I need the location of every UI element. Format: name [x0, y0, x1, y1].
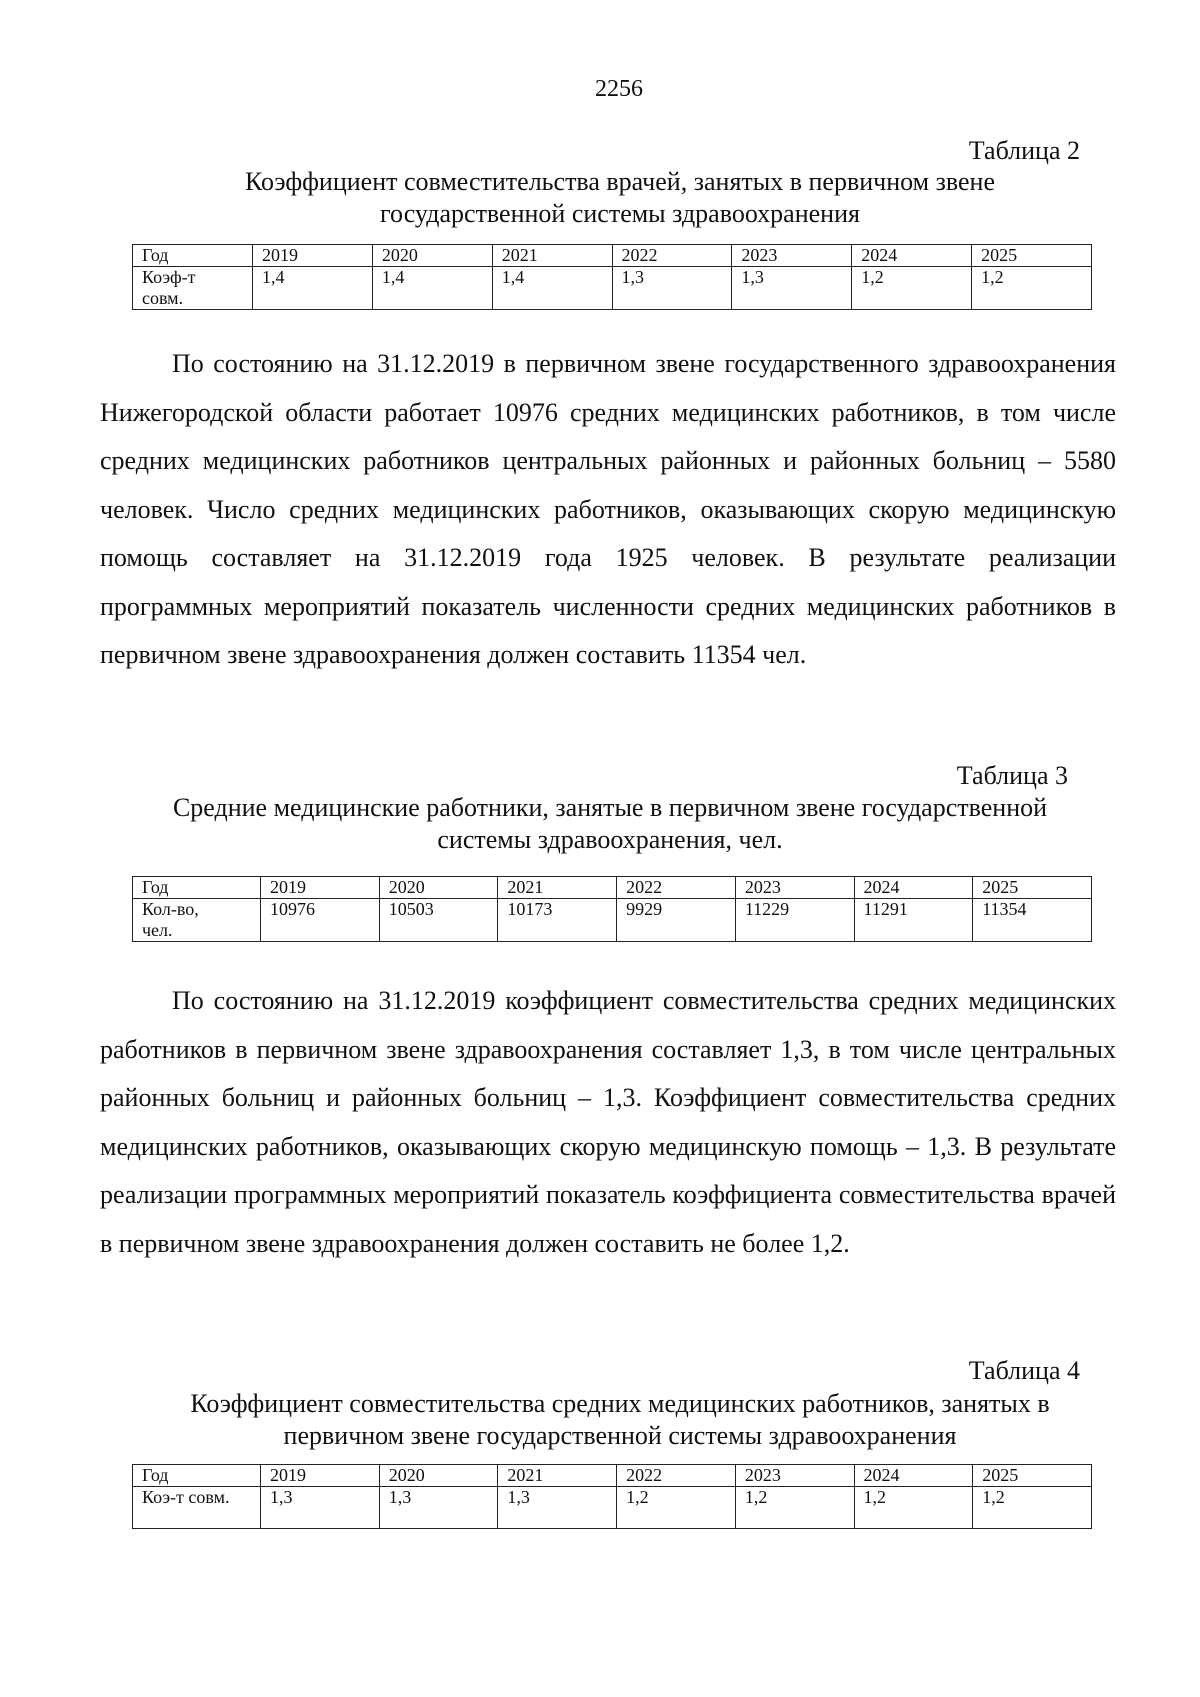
table2-header-cell: 2023 [732, 245, 852, 267]
table4-header-cell: 2025 [973, 1465, 1092, 1487]
table2-value-cell: 1,2 [972, 267, 1092, 310]
table2-value-cell: 1,3 [612, 267, 732, 310]
table3-value-cell: 11291 [854, 899, 973, 942]
table4-header-cell: 2019 [261, 1465, 380, 1487]
table3-data-row [133, 899, 1092, 942]
table2-header-cell: 2019 [253, 245, 373, 267]
table3-value-cell: 11229 [735, 899, 854, 942]
table4-title [120, 1388, 1120, 1452]
table2-header-cell: 2025 [972, 245, 1092, 267]
table2-row-label [133, 267, 253, 310]
table3-title-line2: системы здравоохранения, чел. [437, 825, 783, 854]
table4-value-cell: 1,3 [498, 1487, 617, 1529]
table2-header-cell: 2021 [492, 245, 612, 267]
table4-header-cell: 2021 [498, 1465, 617, 1487]
paragraph-1-text: По состоянию на 31.12.2019 в первичном звене государственного здравоохранения Нижегородской области работает 10976 средних медицинских работников, в том числе средних медицинских работников центральных районных и районных больниц – 5580 человек. Число средних медицинских работников, оказывающих скорую медицинскую помощь составляет на 31.12.2019 года 1925 человек. В результате реализации программных мероприятий показатель численности средних медицинских работников в первичном звене здравоохранения должен составить 11354 чел. [100, 349, 1116, 669]
table4-title-line2: первичном звене государственной системы здравоохранения [283, 1421, 957, 1450]
table2-header-cell: Год [133, 245, 253, 267]
table4-header-cell: Год [133, 1465, 261, 1487]
table3-value-cell: 11354 [973, 899, 1092, 942]
table4-data-row [133, 1487, 1092, 1529]
table2-header-cell: 2020 [372, 245, 492, 267]
table2-value-cell: 1,2 [852, 267, 972, 310]
table2-value-cell: 1,3 [732, 267, 852, 310]
table4-row-label: Коэ-т совм. [133, 1487, 261, 1529]
table2-data-row [133, 267, 1092, 310]
table3-value-cell: 10976 [261, 899, 380, 942]
table3-value-cell: 9929 [617, 899, 736, 942]
table4-value-cell: 1,3 [261, 1487, 380, 1529]
table4-value-cell: 1,2 [854, 1487, 973, 1529]
table3-header-cell: 2020 [379, 877, 498, 899]
table3-header-cell: Год [133, 877, 261, 899]
table4-header-cell: 2022 [617, 1465, 736, 1487]
table3-header-cell: 2021 [498, 877, 617, 899]
table3-label: Таблица 3 [956, 761, 1068, 790]
table3-header-cell: 2025 [973, 877, 1092, 899]
table3-value-cell: 10173 [498, 899, 617, 942]
table3 [132, 876, 1092, 942]
table3-header-cell: 2022 [617, 877, 736, 899]
paragraph-2-text: По состоянию на 31.12.2019 коэффициент совместительства средних медицинских работников в первичном звене здравоохранения составляет 1,3, в том числе центральных районных больниц и районных больниц – 1,3. Коэффициент совместительства средних медицинских работников, оказывающих скорую медицинскую помощь – 1,3. В результате реализации программных мероприятий показатель коэффициента совместительства врачей в первичном звене здравоохранения должен составить не более 1,2. [100, 986, 1116, 1258]
table3-row-label-line1: Кол-во, [142, 899, 199, 919]
table3-header-cell: 2023 [735, 877, 854, 899]
table2-header-cell: 2024 [852, 245, 972, 267]
table3-title [110, 792, 1110, 856]
table2-title [120, 166, 1120, 230]
table4-value-cell: 1,2 [735, 1487, 854, 1529]
table4-header-row [133, 1465, 1092, 1487]
table4-header-cell: 2023 [735, 1465, 854, 1487]
table4-value-cell: 1,2 [973, 1487, 1092, 1529]
table2-value-cell: 1,4 [492, 267, 612, 310]
table2-row-label-line2: совм. [142, 288, 184, 308]
paragraph-2 [100, 977, 1116, 1268]
table4-header-cell: 2020 [379, 1465, 498, 1487]
table2-label: Таблица 2 [968, 136, 1080, 165]
table2-header-row [133, 245, 1092, 267]
table4-title-line1: Коэффициент совместительства средних медицинских работников, занятых в [190, 1389, 1050, 1418]
table3-title-line1: Средние медицинские работники, занятые в первичном звене государственной [172, 793, 1048, 822]
table3-value-cell: 10503 [379, 899, 498, 942]
table3-row-label-line2: чел. [142, 920, 173, 940]
table2-value-cell: 1,4 [372, 267, 492, 310]
paragraph-1 [100, 340, 1116, 680]
table3-header-cell: 2019 [261, 877, 380, 899]
table2-header-cell: 2022 [612, 245, 732, 267]
table3-row-label [133, 899, 261, 942]
table4-value-cell: 1,3 [379, 1487, 498, 1529]
table4 [132, 1464, 1092, 1529]
table2-row-label-line1: Коэф-т [142, 267, 196, 287]
table3-header-cell: 2024 [854, 877, 973, 899]
table4-value-cell: 1,2 [617, 1487, 736, 1529]
page-number: 2256 [595, 76, 643, 102]
table2 [132, 244, 1092, 310]
table4-label: Таблица 4 [968, 1356, 1080, 1385]
table4-header-cell: 2024 [854, 1465, 973, 1487]
table2-title-line1: Коэффициент совместительства врачей, занятых в первичном звене [245, 167, 995, 196]
table2-value-cell: 1,4 [253, 267, 373, 310]
table2-title-line2: государственной системы здравоохранения [380, 199, 860, 228]
table3-header-row [133, 877, 1092, 899]
